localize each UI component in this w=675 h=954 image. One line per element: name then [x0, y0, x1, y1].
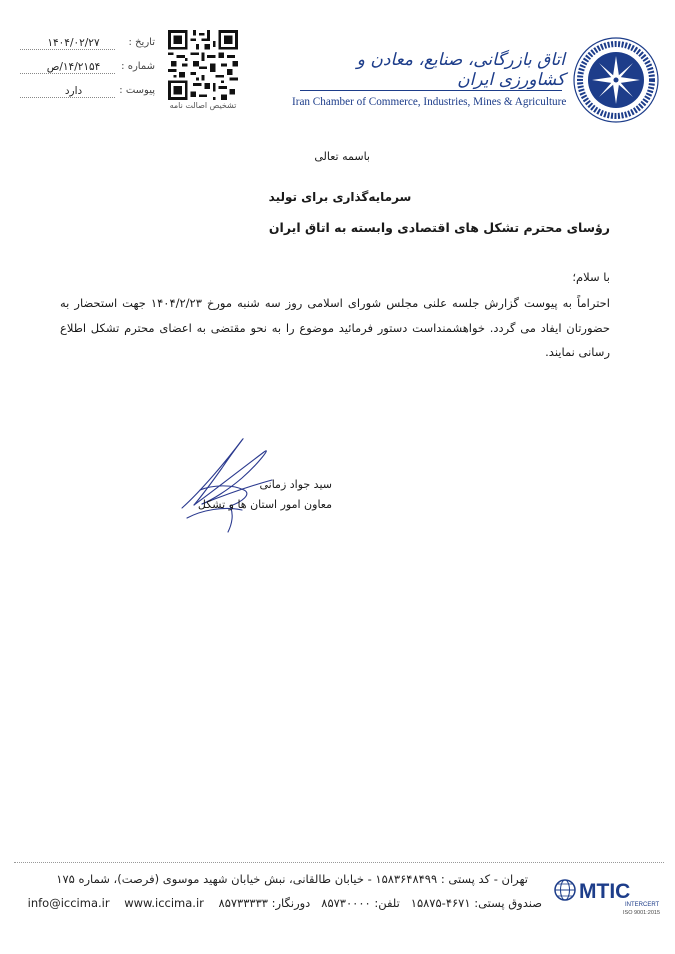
qr-caption: تشخیص اصالت نامه — [169, 101, 237, 110]
chamber-name-english: Iran Chamber of Commerce, Industries, Mines & Agriculture — [292, 96, 567, 108]
footer-po-box: صندوق پستی: ۴۶۷۱-۱۵۸۷۵ — [410, 896, 542, 910]
date-label: تاریخ : — [128, 37, 155, 48]
svg-text:ISO 9001:2015: ISO 9001:2015 — [623, 910, 661, 916]
date-value: ۱۴۰۴/۰۲/۲۷ — [20, 37, 115, 50]
signer-name: سید جواد زمانی — [259, 478, 332, 491]
chamber-emblem-logo — [572, 36, 660, 124]
letter-greeting: با سلام؛ — [572, 270, 610, 284]
bismillah: باسمه تعالی — [314, 150, 370, 163]
svg-text:INTERCERT: INTERCERT — [625, 902, 660, 908]
footer-contact-line — [14, 896, 542, 910]
meta-attachment — [20, 85, 155, 101]
footer-address: تهران - کد پستی : ۱۵۸۳۶۴۸۴۹۹ - خیابان طالقانی، نبش خیابان شهید موسوی (فرصت)، شماره ۱۷۵ — [56, 872, 528, 886]
attachment-label: پیوست : — [119, 85, 155, 96]
letter-addressee: رؤسای محترم تشکل های اقتصادی وابسته به اتاق ایران — [268, 220, 610, 235]
footer-fax: دورنگار: ۸۵۷۳۳۳۳۳ — [218, 896, 311, 910]
attachment-value: دارد — [20, 85, 115, 98]
letter-body: احتراماً به پیوست گزارش جلسه علنی مجلس شورای اسلامی روز سه شنبه مورخ ۱۴۰۴/۲/۲۳ جهت استحضار به حضورتان ایفاد می گردد. خواهشمنداست دستور فرمائید موضوع را به نحو مقتضی به اعضای محترم تشکل اطلاع رسانی نمایند. — [60, 296, 610, 359]
letter-subject: سرمایه‌گذاری برای تولید — [268, 190, 412, 204]
meta-date — [20, 37, 155, 53]
footer-phone: تلفن: ۸۵۷۳۰۰۰۰ — [321, 896, 400, 910]
verification-qr-code[interactable] — [168, 30, 238, 100]
number-value: ۱۴/۲۱۵۴/ص — [20, 61, 115, 74]
footer-divider — [14, 862, 664, 863]
svg-text:MTIC: MTIC — [579, 880, 631, 903]
signer-title: معاون امور استان ها و تشکل — [197, 498, 332, 511]
number-label: شماره : — [121, 61, 155, 72]
meta-number — [20, 61, 155, 77]
header-divider — [300, 90, 562, 91]
footer-email-link[interactable]: info@iccima.ir — [27, 896, 110, 910]
footer-website-link[interactable]: www.iccima.ir — [124, 896, 204, 910]
mtic-certification-logo — [553, 876, 665, 918]
chamber-name-persian: اتاق بازرگانی، صنایع، معادن و کشاورزی ایران — [356, 50, 565, 90]
